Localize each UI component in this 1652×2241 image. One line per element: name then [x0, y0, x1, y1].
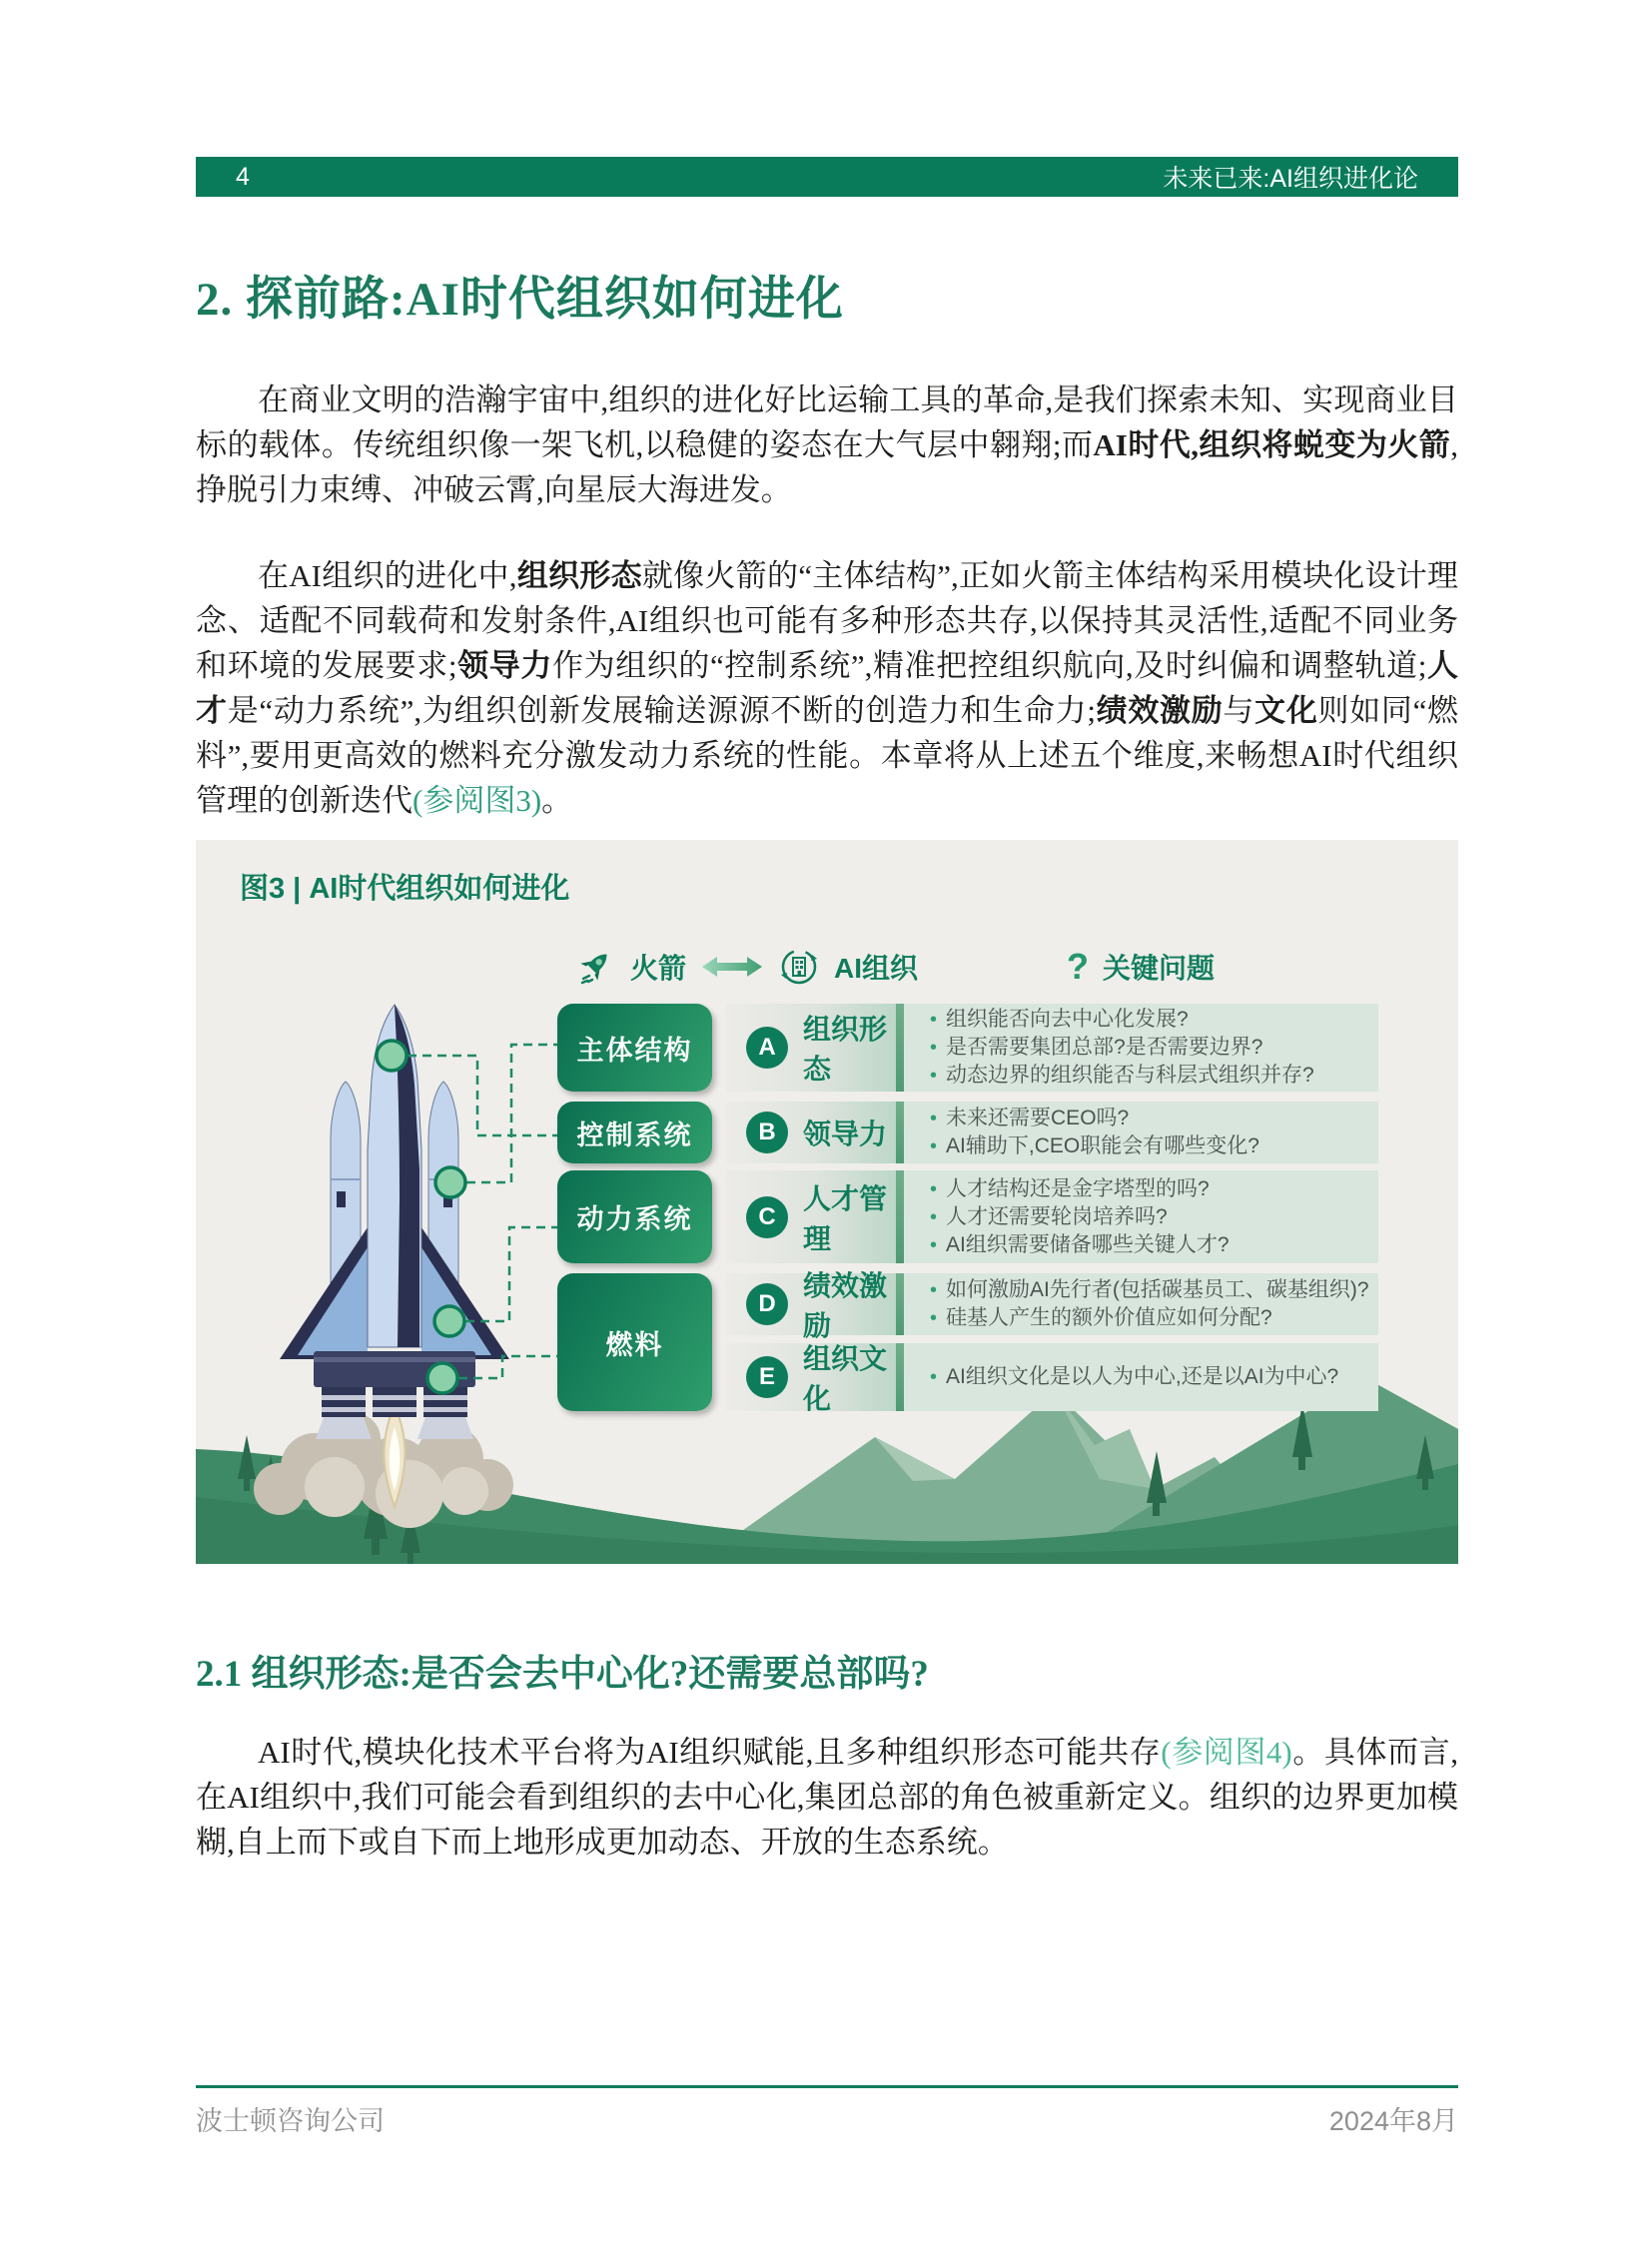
letter-badge-a: A [746, 1027, 788, 1069]
capability-panel-d [726, 1270, 904, 1341]
figure-reference[interactable]: (参阅图3) [413, 783, 542, 818]
text-segment: 则如同“燃料”,要用更高效的燃料充分激发动力系统的性能。本章将从上述五个维度,来畅想AI时代组织管理的创新迭代 [196, 693, 1459, 818]
capability-label-e: 组织文化 [803, 1343, 888, 1414]
running-title: 未来已来:AI组织进化论 [1163, 165, 1418, 193]
question-item: • 动态边界的组织能否与科层式组织并存? [930, 1062, 1370, 1090]
question-item: • 未来还需要CEO吗? [930, 1105, 1370, 1132]
text-segment: 人才 [196, 648, 1458, 728]
rocket-part-box-fuel: 燃料 [557, 1273, 712, 1411]
question-panel-c [904, 1170, 1378, 1263]
text-segment: 与 [1223, 693, 1255, 728]
footer-divider [196, 2085, 1458, 2088]
organization-cycle-icon [778, 946, 820, 988]
text-segment: AI时代,模块化技术平台将为AI组织赋能,且多种组织形态可能共存 [258, 1735, 1162, 1770]
text-segment: 作为组织的“控制系统”,精准把控组织航向,及时纠偏和调整轨道; [551, 648, 1427, 683]
rocket-part-box-control: 控制系统 [557, 1102, 712, 1163]
question-item: • 人才结构还是金字塔型的吗? [930, 1175, 1370, 1203]
question-item: • 如何激励AI先行者(包括碳基员工、碳基组织)? [930, 1276, 1370, 1304]
text-segment: ,挣脱引力束缚、冲破云霄,向星辰大海进发。 [196, 427, 1458, 507]
legend-questions-label: 关键问题 [1103, 953, 1216, 984]
question-icon: ? [1067, 946, 1089, 987]
question-item: • AI辅助下,CEO职能会有哪些变化? [930, 1132, 1370, 1160]
text-segment: AI时代,组织将蜕变为火箭 [1093, 427, 1451, 462]
smoke-art [254, 1413, 513, 1528]
rocket-part-box-power: 动力系统 [557, 1170, 712, 1263]
letter-badge-b: B [746, 1112, 788, 1153]
capability-panel-c [726, 1170, 904, 1263]
capability-panel-a [726, 1004, 904, 1092]
legend-rocket-label: 火箭 [630, 953, 687, 984]
question-item: • 人才还需要轮岗培养吗? [930, 1203, 1370, 1231]
question-panel-b [904, 1102, 1378, 1163]
capability-panel-b [726, 1102, 904, 1163]
text-segment: 组织形态 [516, 558, 642, 593]
question-item: • 是否需要集团总部?是否需要边界? [930, 1034, 1370, 1062]
rocket-part-box-structure: 主体结构 [557, 1004, 712, 1092]
paragraph-1 [196, 377, 1458, 512]
text-segment: 文化 [1254, 693, 1318, 728]
question-item: • AI组织文化是以人为中心,还是以AI为中心? [930, 1363, 1370, 1391]
figure-reference[interactable]: (参阅图4) [1161, 1735, 1292, 1770]
question-panel-d [904, 1273, 1378, 1335]
question-item: • 组织能否向去中心化发展? [930, 1006, 1370, 1034]
footer-company: 波士顿咨询公司 [196, 2106, 385, 2136]
text-segment: 。具体而言,在AI组织中,我们可能会看到组织的去中心化,集团总部的角色被重新定义。组织的边界更加模糊,自上而下或自下而上地形成更加动态、开放的生态系统。 [196, 1735, 1458, 1860]
double-arrow-icon [700, 954, 764, 980]
letter-badge-e: E [746, 1356, 788, 1398]
figure-title: 图3 | AI时代组织如何进化 [240, 873, 570, 905]
capability-label-d: 绩效激励 [803, 1270, 888, 1341]
capability-label-a: 组织形态 [803, 1014, 888, 1085]
capability-label-c: 人才管理 [803, 1182, 888, 1254]
page-header-bar [196, 157, 1458, 197]
figure-legend-left [580, 944, 918, 990]
text-segment: 就像火箭的“主体结构”,正如火箭主体结构采用模块化设计理念、适配不同载荷和发射条件,AI组织也可能有多种形态共存,以保持其灵活性,适配不同业务和环境的发展要求; [196, 558, 1458, 683]
legend-org-label: AI组织 [834, 953, 919, 984]
footer-date: 2024年8月 [1328, 2106, 1458, 2136]
letter-badge-d: D [746, 1283, 788, 1325]
page-number: 4 [236, 162, 250, 191]
figure-3 [196, 840, 1458, 1564]
text-segment: 在AI组织的进化中, [258, 558, 517, 593]
subsection-title: 2.1 组织形态:是否会去中心化?还需要总部吗? [196, 1654, 929, 1695]
text-segment: 在商业文明的浩瀚宇宙中,组织的进化好比运输工具的革命,是我们探索未知、实现商业目标的载体。传统组织像一架飞机,以稳健的姿态在大气层中翱翔;而 [196, 382, 1458, 462]
capability-label-b: 领导力 [803, 1119, 888, 1149]
question-item: • 硅基人产生的额外价值应如何分配? [930, 1304, 1370, 1332]
text-segment: 领导力 [456, 648, 552, 683]
page-footer [196, 2099, 1458, 2138]
question-panel-a [904, 1004, 1378, 1092]
text-segment: 绩效激励 [1095, 693, 1224, 728]
figure-legend-right [1067, 944, 1215, 990]
capability-panel-e [726, 1343, 904, 1414]
paragraph-2 [196, 553, 1458, 823]
question-panel-e [904, 1343, 1378, 1411]
section-title: 2. 探前路:AI时代组织如何进化 [196, 274, 844, 326]
text-segment: 。 [541, 783, 573, 818]
paragraph-3 [196, 1730, 1458, 1865]
rocket-icon [580, 949, 616, 985]
letter-badge-c: C [746, 1196, 788, 1238]
question-item: • AI组织需要储备哪些关键人才? [930, 1231, 1370, 1259]
text-segment: 是“动力系统”,为组织创新发展输送源源不断的创造力和生命力; [227, 693, 1096, 728]
